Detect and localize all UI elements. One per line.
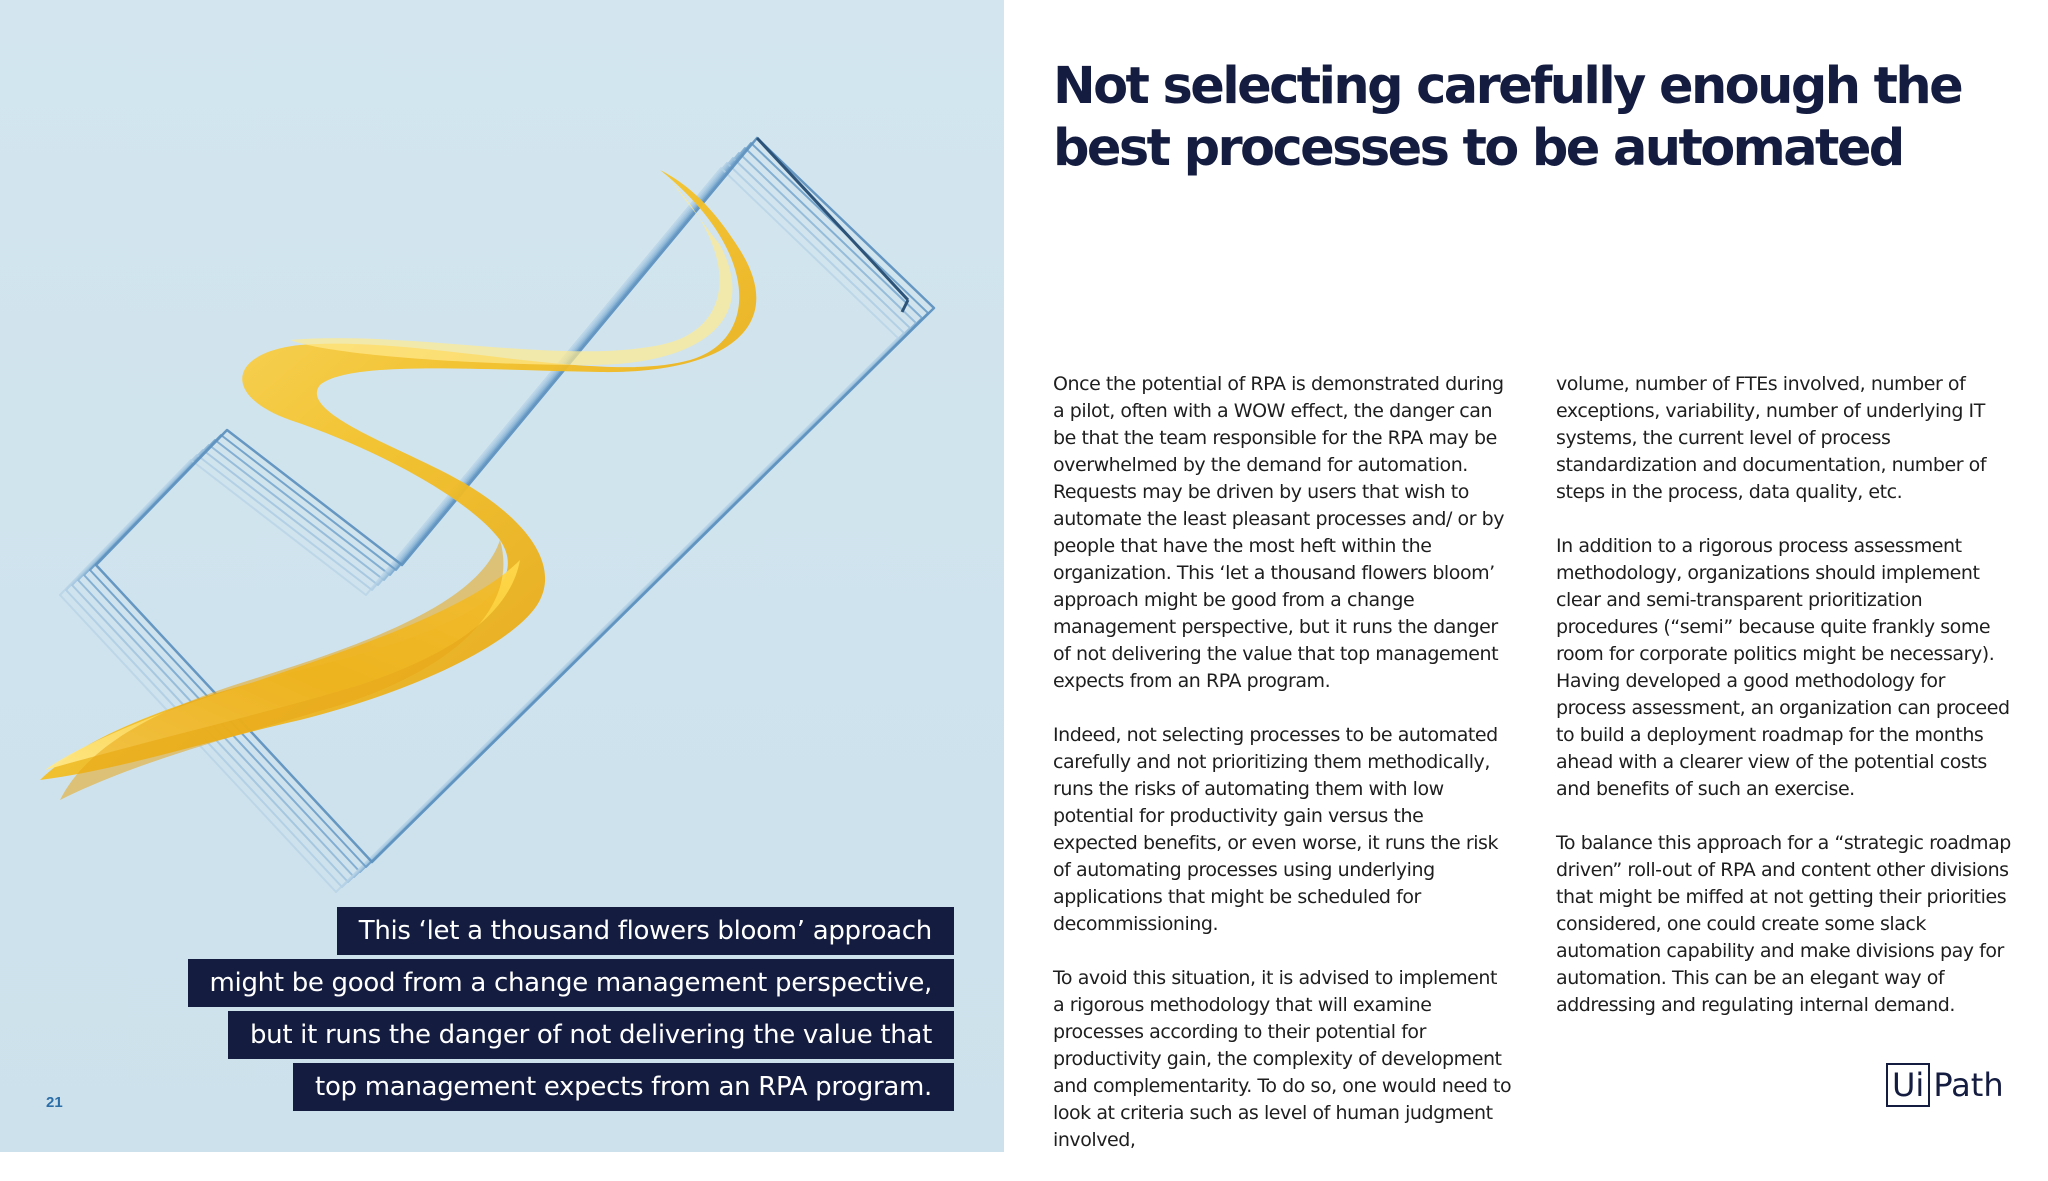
body-paragraph: To avoid this situation, it is advised to implement a rigorous methodology that will examine processes according to their potential for productivity gain, the complexity of development and complementarity. To do so, one would need to look at criteria such as level of human judgment involved,: [1053, 967, 1512, 1151]
pull-quote-line: but it runs the danger of not delivering the value that: [228, 1011, 954, 1059]
pull-quote-line: might be good from a change management perspective,: [188, 959, 955, 1007]
logo-boxed-text: Ui: [1886, 1063, 1930, 1107]
pull-quote-line: This ‘let a thousand flowers bloom’ approach: [337, 907, 954, 955]
uipath-logo: [1886, 1063, 2004, 1107]
page-number: 21: [46, 1094, 63, 1111]
page-title: Not selecting carefully enough the best processes to be automated: [1053, 57, 1962, 178]
pull-quote-line: top management expects from an RPA program.: [293, 1063, 954, 1111]
body-column-2: [1556, 371, 2016, 1046]
body-paragraph: Indeed, not selecting processes to be automated carefully and not prioritizing them methodically, runs the risks of automating them with low potential for productivity gain versus the expected benefits, or even worse, it runs the risk of automating processes using underlying applications that might be scheduled for decommissioning.: [1053, 724, 1499, 935]
body-paragraph: To balance this approach for a “strategic roadmap driven” roll-out of RPA and content other divisions that might be miffed at not getting their priorities considered, one could create some slack automation capability and make divisions pay for automation. This can be an elegant way of addressing and regulating internal demand.: [1556, 832, 2011, 1016]
body-paragraph: Once the potential of RPA is demonstrated during a pilot, often with a WOW effect, the danger can be that the team responsible for the RPA may be overwhelmed by the demand for automation. Requests may be driven by users that wish to automate the least pleasant processes and/ or by people that have the most heft within the organization. This ‘let a thousand flowers bloom’ approach might be good from a change management perspective, but it runs the danger of not delivering the value that top management expects from an RPA program.: [1053, 373, 1505, 692]
body-paragraph: volume, number of FTEs involved, number of exceptions, variability, number of underlying IT systems, the current level of process standardization and documentation, number of steps in the process, data quality, etc.: [1556, 373, 1987, 503]
logo-text: Path: [1933, 1066, 2004, 1104]
pull-quote: [188, 907, 955, 1115]
body-column-1: [1053, 371, 1513, 1181]
body-paragraph: In addition to a rigorous process assessment methodology, organizations should implement clear and semi-transparent prioritization procedures (“semi” because quite frankly some room for corporate politics might be necessary). Having developed a good methodology for process assessment, an organization can proceed to build a deployment roadmap for the months ahead with a clearer view of the potential costs and benefits of such an exercise.: [1556, 535, 2010, 800]
left-image-panel: [0, 0, 1004, 1152]
